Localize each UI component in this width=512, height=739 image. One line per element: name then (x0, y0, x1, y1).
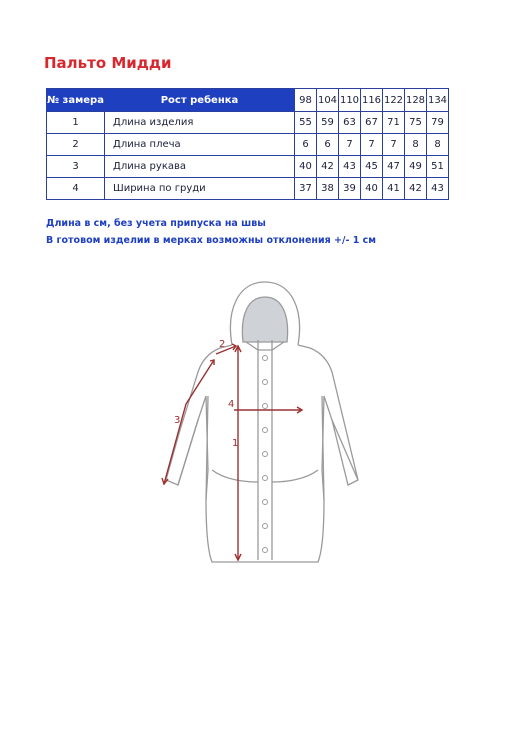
row-value: 43 (339, 156, 361, 178)
row-value: 7 (361, 134, 383, 156)
row-value: 7 (339, 134, 361, 156)
button-icon (263, 476, 268, 481)
header-size: 110 (339, 89, 361, 112)
row-number: 4 (47, 178, 105, 200)
row-value: 45 (361, 156, 383, 178)
row-number: 1 (47, 112, 105, 134)
marker-chest: 4 (228, 399, 235, 410)
row-value: 40 (295, 156, 317, 178)
row-value: 47 (383, 156, 405, 178)
table-header-row (47, 89, 449, 112)
size-table (46, 88, 449, 200)
hood-lining (242, 297, 287, 342)
header-child-height: Рост ребенка (105, 89, 295, 112)
row-number: 2 (47, 134, 105, 156)
table-row (47, 112, 449, 134)
button-icon (263, 380, 268, 385)
row-number: 3 (47, 156, 105, 178)
button-icon (263, 548, 268, 553)
coat-diagram (150, 270, 360, 580)
buttons (263, 356, 268, 553)
row-value: 6 (295, 134, 317, 156)
row-value: 37 (295, 178, 317, 200)
side-seams (206, 396, 324, 500)
marker-sleeve: 3 (174, 415, 181, 426)
page-title: Пальто Мидди (44, 54, 172, 72)
row-value: 6 (317, 134, 339, 156)
row-value: 55 (295, 112, 317, 134)
marker-length: 1 (232, 438, 239, 449)
row-value: 8 (427, 134, 449, 156)
row-value: 8 (405, 134, 427, 156)
header-size: 134 (427, 89, 449, 112)
row-value: 67 (361, 112, 383, 134)
row-value: 63 (339, 112, 361, 134)
coat-outline (166, 282, 358, 562)
row-label: Длина плеча (105, 134, 295, 156)
table-row (47, 134, 449, 156)
button-icon (263, 524, 268, 529)
sleeve-cuff (178, 420, 358, 485)
row-value: 49 (405, 156, 427, 178)
button-icon (263, 428, 268, 433)
button-icon (263, 452, 268, 457)
row-value: 7 (383, 134, 405, 156)
row-value: 40 (361, 178, 383, 200)
header-size: 122 (383, 89, 405, 112)
table-row (47, 178, 449, 200)
table-row (47, 156, 449, 178)
row-value: 41 (383, 178, 405, 200)
row-label: Длина изделия (105, 112, 295, 134)
header-size: 116 (361, 89, 383, 112)
note-units: Длина в см, без учета припуска на швы (46, 218, 266, 229)
row-value: 79 (427, 112, 449, 134)
row-value: 71 (383, 112, 405, 134)
coat-body-outline (166, 345, 358, 562)
measure-lines (162, 344, 302, 560)
row-value: 42 (405, 178, 427, 200)
header-size: 98 (295, 89, 317, 112)
header-size: 104 (317, 89, 339, 112)
row-value: 42 (317, 156, 339, 178)
marker-shoulder: 2 (219, 339, 226, 350)
row-value: 59 (317, 112, 339, 134)
row-label: Длина рукава (105, 156, 295, 178)
collar (246, 342, 284, 350)
note-tolerance: В готовом изделии в мерках возможны отклонения +/- 1 см (46, 235, 377, 246)
row-value: 38 (317, 178, 339, 200)
row-value: 43 (427, 178, 449, 200)
button-icon (263, 404, 268, 409)
row-label: Ширина по груди (105, 178, 295, 200)
row-value: 51 (427, 156, 449, 178)
button-icon (263, 356, 268, 361)
header-size: 128 (405, 89, 427, 112)
header-measure-number: № замера (47, 89, 105, 112)
row-value: 39 (339, 178, 361, 200)
row-value: 75 (405, 112, 427, 134)
button-icon (263, 500, 268, 505)
